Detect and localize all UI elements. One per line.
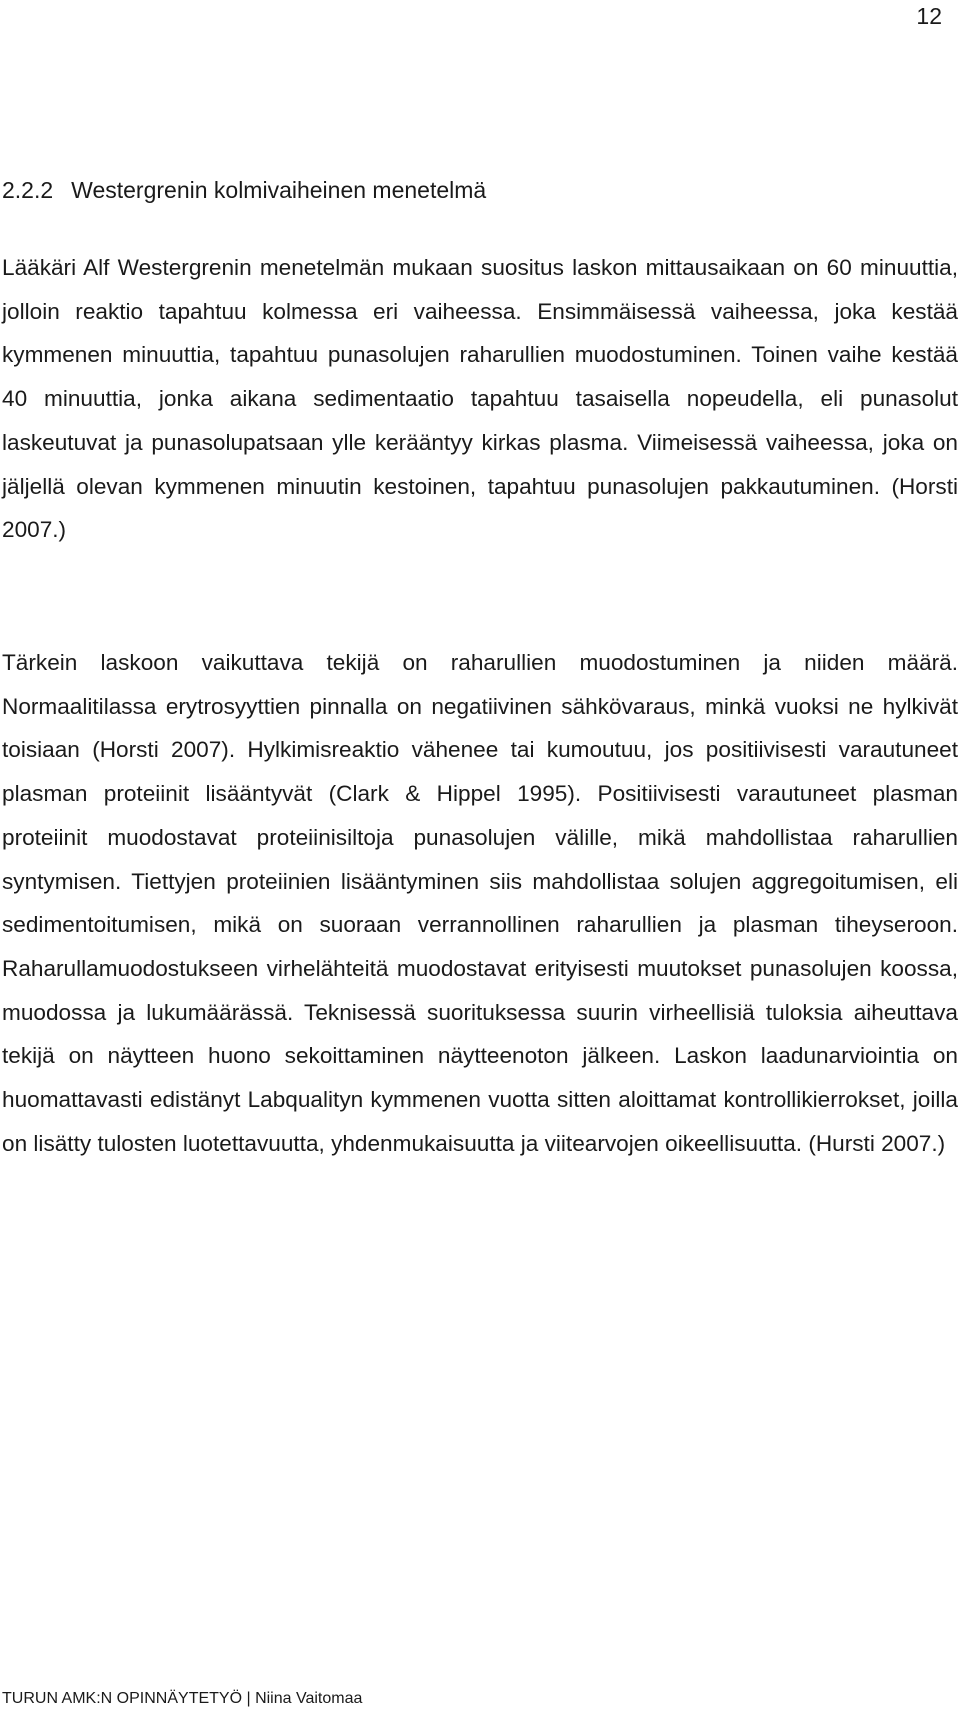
section-number: 2.2.2 [2, 177, 54, 203]
section-heading [2, 176, 958, 204]
paragraph-2: Tärkein laskoon vaikuttava tekijä on raharullien muodostuminen ja niiden määrä. Normaalitilassa erytrosyyttien pinnalla on negatiivinen sähkövaraus, minkä vuoksi ne hylkivät toisiaan (Horsti 2007). Hylkimisreaktio vähenee tai kumoutuu, jos positiivisesti varautuneet plasman proteiinit lisääntyvät (Clark & Hippel 1995). Positiivisesti varautuneet plasman proteiinit muodostavat proteiinisiltoja punasolujen välille, mikä mahdollistaa raharullien syntymisen. Tiettyjen proteiinien lisääntyminen siis mahdollistaa solujen aggregoitumisen, eli sedimentoitumisen, mikä on suoraan verrannollinen raharullien ja plasman tiheyseroon. Raharullamuodostukseen virhelähteitä muodostavat erityisesti muutokset punasolujen koossa, muodossa ja lukumäärässä. Teknisessä suorituksessa suurin virheellisiä tuloksia aiheuttava tekijä on näytteen huono sekoittaminen näytteenoton jälkeen. Laskon laadunarviointia on huomattavasti edistänyt Labqualityn kymmenen vuotta sitten aloittamat kontrollikierrokset, joilla on lisätty tulosten luotettavuutta, yhdenmukaisuutta ja viitearvojen oikeellisuutta. (Hursti 2007.) [2, 650, 958, 1156]
paragraph-1: Lääkäri Alf Westergrenin menetelmän mukaan suositus laskon mittausaikaan on 60 minuuttia, jolloin reaktio tapahtuu kolmessa eri vaiheessa. Ensimmäisessä vaiheessa, joka kestää kymmenen minuuttia, tapahtuu punasolujen raharullien muodostuminen. Toinen vaihe kestää 40 minuuttia, jonka aikana sedimentaatio tapahtuu tasaisella nopeudella, eli punasolut laskeutuvat ja punasolupatsaan ylle kerääntyy kirkas plasma. Viimeisessä vaiheessa, joka on jäljellä olevan kymmenen minuutin kestoinen, tapahtuu punasolujen pakkautuminen. (Horsti 2007.) [2, 255, 958, 543]
page-number: 12 [916, 3, 942, 29]
page-footer: TURUN AMK:N OPINNÄYTETYÖ | Niina Vaitomaa [2, 1690, 363, 1707]
section-title: Westergrenin kolmivaiheinen menetelmä [71, 177, 487, 203]
